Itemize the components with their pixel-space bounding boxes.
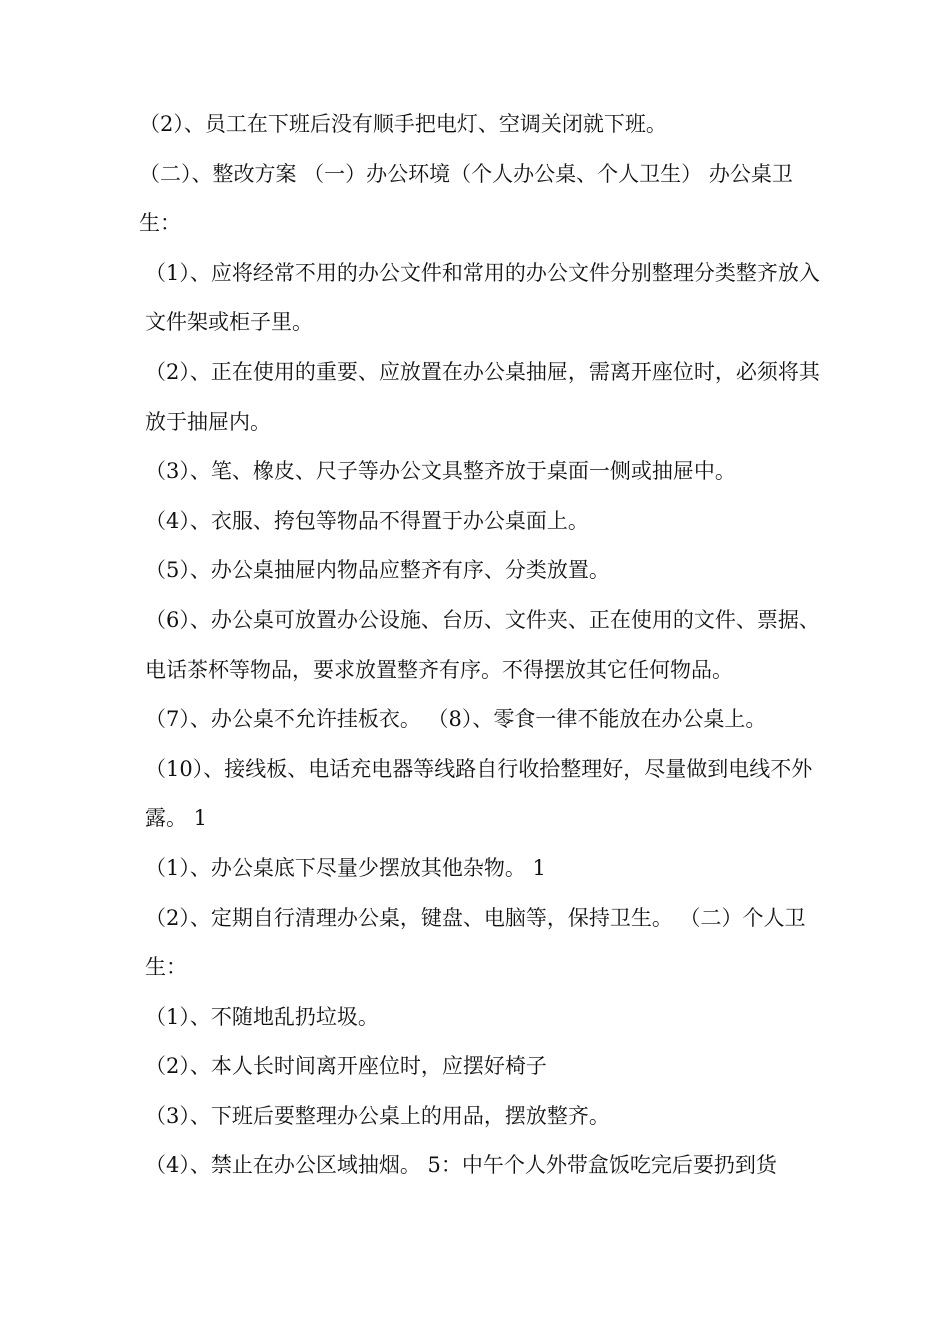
paragraph: （1）、办公桌底下尽量少摆放其他杂物。 1 — [145, 855, 546, 880]
paragraph: （1）、不随地乱扔垃圾。 — [145, 1004, 379, 1029]
paragraph: （3）、下班后要整理办公桌上的用品，摆放整齐。 — [145, 1103, 610, 1128]
paragraph: （2）、员工在下班后没有顺手把电灯、空调关闭就下班。 — [139, 112, 667, 136]
paragraph: （3）、笔、橡皮、尺子等办公文具整齐放于桌面一侧或抽屉中。 — [145, 459, 736, 484]
paragraph: （4）、衣服、挎包等物品不得置于办公桌面上。 — [145, 508, 589, 533]
paragraph: （6）、办公桌可放置办公设施、台历、文件夹、正在使用的文件、票据、电话茶杯等物品，要求放置整齐有序。不得摆放其它任何物品。 — [145, 607, 820, 682]
paragraph: （1）、应将经常不用的办公文件和常用的办公文件分别整理分类整齐放入文件架或柜子里。 — [145, 260, 820, 335]
document-body — [139, 100, 825, 1191]
paragraph: （2）、正在使用的重要、应放置在办公桌抽屉，需离开座位时，必须将其放于抽屉内。 — [145, 359, 820, 434]
paragraph: （10）、接线板、电话充电器等线路自行收拾整理好，尽量做到电线不外露。 1 — [145, 756, 813, 831]
paragraph: （二）、整改方案 （一）办公环境（个人办公桌、个人卫生） 办公桌卫生： — [139, 161, 793, 236]
paragraph: （7）、办公桌不允许挂板衣。 （8）、零食一律不能放在办公桌上。 — [145, 707, 767, 732]
paragraph: （4）、禁止在办公区域抽烟。 5：中午个人外带盒饭吃完后要扔到货 — [145, 1153, 777, 1178]
paragraph: （2）、本人长时间离开座位时，应摆好椅子 — [145, 1054, 547, 1079]
paragraph: （5）、办公桌抽屉内物品应整齐有序、分类放置。 — [145, 558, 610, 583]
paragraph: （2）、定期自行清理办公桌，键盘、电脑等，保持卫生。 （二）个人卫生： — [145, 905, 806, 980]
